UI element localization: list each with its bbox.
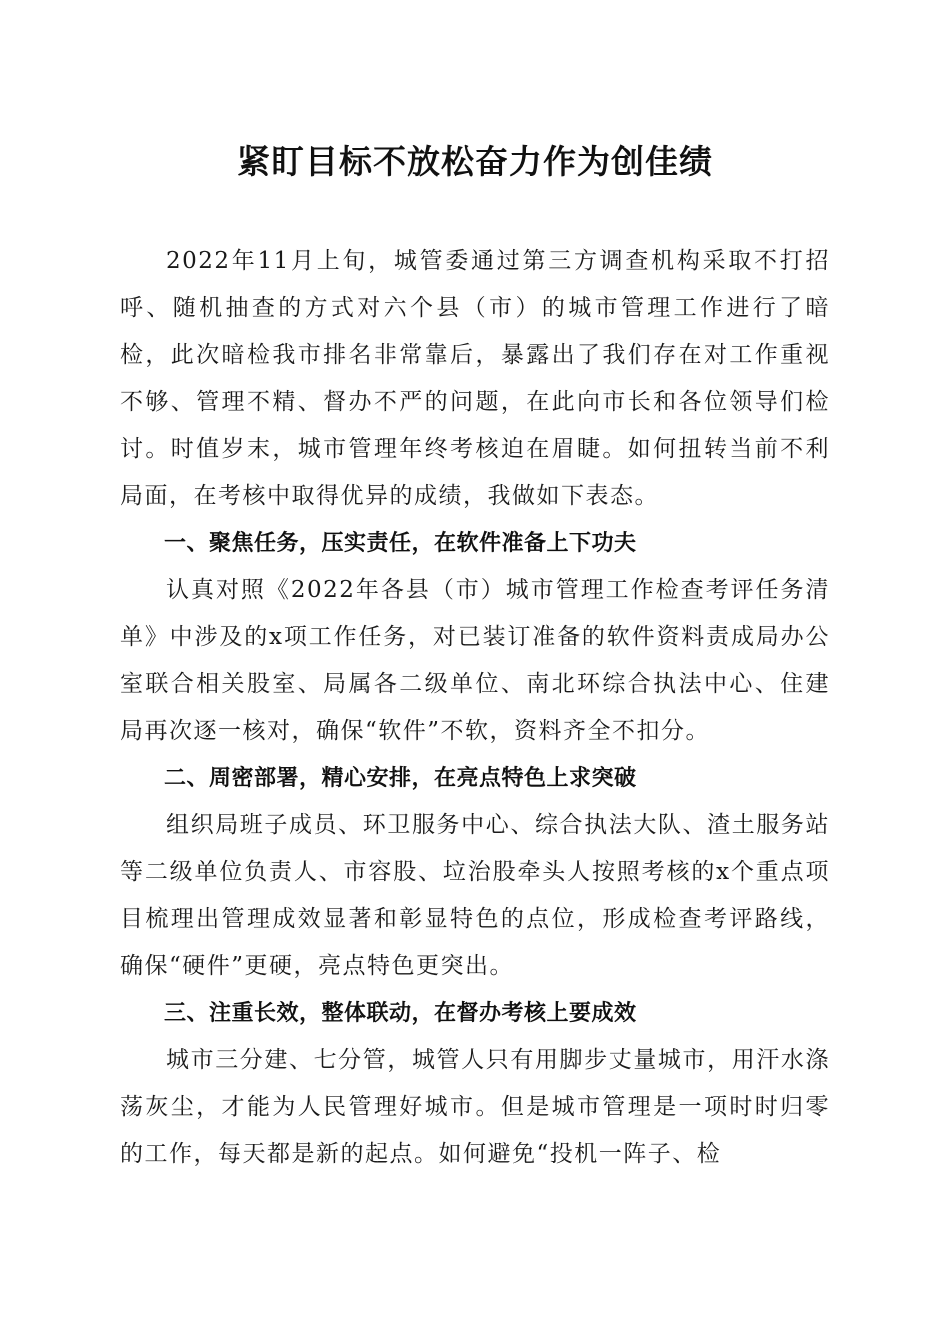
section-3-paragraph: 城市三分建、七分管，城管人只有用脚步丈量城市，用汗水涤荡灰尘，才能为人民管理好城市。但是城市管理是一项时时归零的工作，每天都是新的起点。如何避免“投机一阵子、检: [120, 1047, 830, 1167]
document-title: 紧盯目标不放松奋力作为创佳绩: [237, 142, 713, 181]
section-1-paragraph: 认真对照《2022年各县（市）城市管理工作检查考评任务清单》中涉及的x项工作任务，对已装订准备的软件资料责成局办公室联合相关股室、局属各二级单位、南北环综合执法中心、住建局再次逐一核对，确保“软件”不软，资料齐全不扣分。: [120, 577, 830, 744]
section-2-heading: 二、周密部署，精心安排，在亮点特色上求突破: [164, 766, 637, 791]
section-3-heading: 三、注重长效，整体联动，在督办考核上要成效: [164, 1001, 637, 1026]
document-content: [120, 136, 830, 1178]
document-body: [120, 238, 830, 1178]
intro-paragraph: 2022年11月上旬，城管委通过第三方调查机构采取不打招呼、随机抽查的方式对六个县（市）的城市管理工作进行了暗检，此次暗检我市排名非常靠后，暴露出了我们存在对工作重视不够、管理不精、督办不严的问题，在此向市长和各位领导们检讨。时值岁末，城市管理年终考核迫在眉睫。如何扭转当前不利局面，在考核中取得优异的成绩，我做如下表态。: [120, 248, 830, 509]
section-1-heading: 一、聚焦任务，压实责任，在软件准备上下功夫: [164, 531, 637, 556]
section-2-paragraph: 组织局班子成员、环卫服务中心、综合执法大队、渣土服务站等二级单位负责人、市容股、垃治股牵头人按照考核的x个重点项目梳理出管理成效显著和彰显特色的点位，形成检查考评路线，确保“硬件”更硬，亮点特色更突出。: [120, 812, 830, 979]
